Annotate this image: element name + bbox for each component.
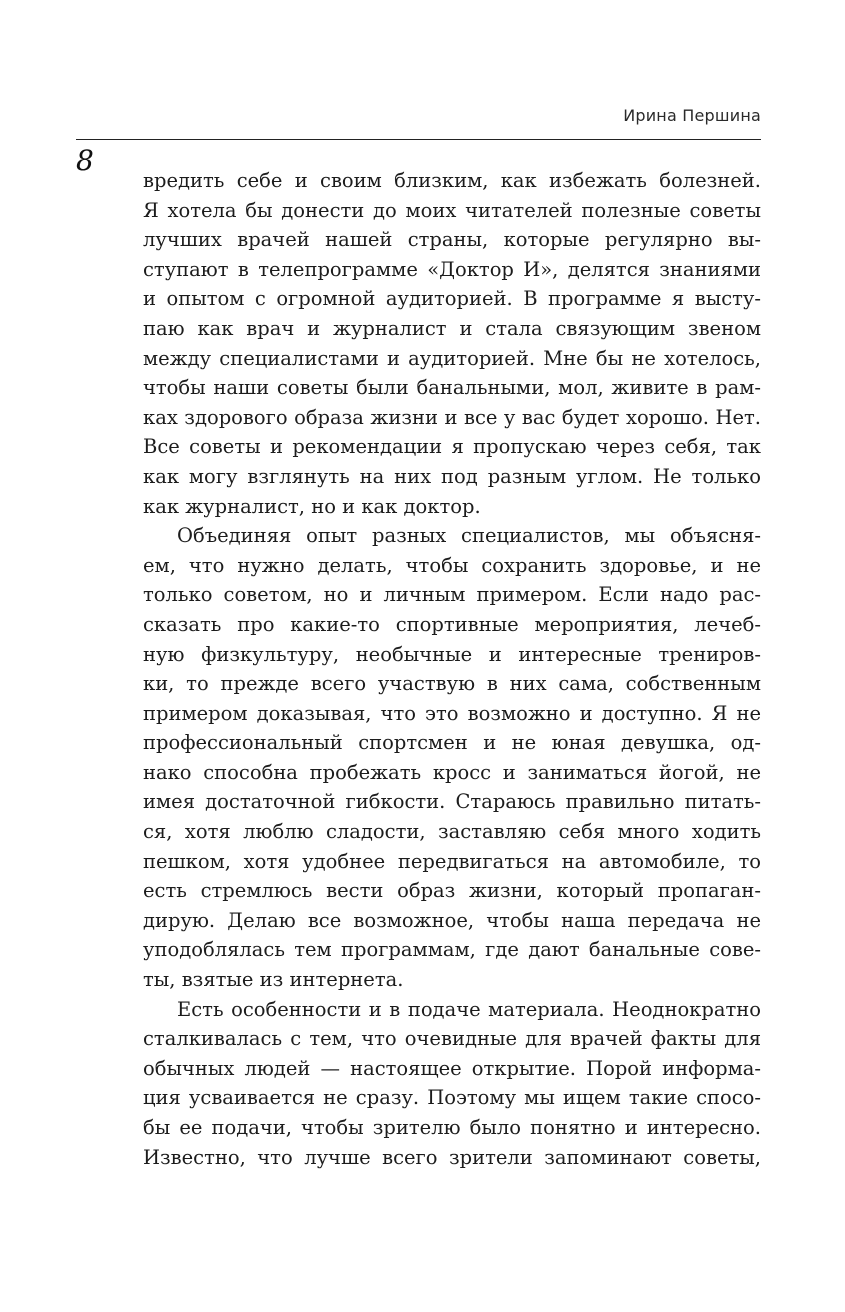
text-line: нако способна пробежать кросс и заниматься йогой, не — [143, 760, 761, 784]
text-line: есть стремлюсь вести образ жизни, который пропаган- — [143, 879, 761, 903]
text-line: Есть особенности и в подаче материала. Неоднократно — [177, 997, 761, 1021]
text-line: ках здорового образа жизни и все у вас будет хорошо. Нет. — [143, 405, 761, 429]
text-line: ем, что нужно делать, чтобы сохранить здоровье, и не — [143, 553, 761, 577]
text-line: имея достаточной гибкости. Стараюсь правильно питать- — [143, 790, 761, 814]
body-text — [143, 166, 761, 1172]
text-line: уподоблялась тем программам, где дают банальные сове- — [143, 938, 761, 962]
text-line: вредить себе и своим близким, как избежать болезней. — [143, 169, 761, 192]
text-line: ки, то прежде всего участвую в них сама, собственным — [143, 672, 761, 696]
text-line: профессиональный спортсмен и не юная девушка, од- — [143, 731, 761, 755]
text-line: между специалистами и аудиторией. Мне бы не хотелось, — [143, 346, 761, 370]
text-line: бы ее подачи, чтобы зрителю было понятно и интересно. — [143, 1116, 761, 1139]
text-line: паю как врач и журналист и стала связующим звеном — [143, 316, 761, 340]
text-line: Все советы и рекомендации я пропускаю через себя, так — [143, 435, 761, 459]
text-line: пешком, хотя удобнее передвигаться на автомобиле, то — [143, 849, 761, 873]
text-line: лучших врачей нашей страны, которые регулярно вы- — [143, 228, 761, 252]
text-line: чтобы наши советы были банальными, мол, живите в рам- — [143, 376, 761, 400]
text-line: обычных людей — настоящее открытие. Порой информа- — [143, 1056, 761, 1080]
page-number: 8 — [76, 144, 94, 177]
text-line: Объединяя опыт разных специалистов, мы объясня- — [177, 524, 761, 548]
text-line: ся, хотя люблю сладости, заставляю себя много ходить — [143, 820, 761, 844]
text-line: ную физкультуру, необычные и интересные трениров- — [143, 642, 761, 666]
text-line: ты, взятые из интернета. — [143, 968, 404, 992]
text-line: сталкивалась с тем, что очевидные для врачей факты для — [143, 1027, 761, 1051]
text-line: ступают в телепрограмме «Доктор И», делятся знаниями — [143, 257, 761, 281]
text-line: Известно, что лучше всего зрители запоминают советы, — [143, 1145, 761, 1169]
running-head-author: Ирина Першина — [623, 106, 761, 125]
header-rule — [76, 139, 761, 140]
text-line: дирую. Делаю все возможное, чтобы наша передача не — [143, 908, 761, 932]
text-line: только советом, но и личным примером. Если надо рас- — [143, 583, 761, 607]
text-line: как могу взглянуть на них под разным углом. Не только — [143, 464, 761, 488]
text-line: сказать про какие-то спортивные мероприятия, лечеб- — [143, 612, 761, 636]
text-line: примером доказывая, что это возможно и доступно. Я не — [143, 701, 761, 725]
text-line: Я хотела бы донести до моих читателей полезные советы — [143, 198, 761, 222]
text-line: как журналист, но и как доктор. — [143, 494, 481, 518]
text-line: и опытом с огромной аудиторией. В программе я высту- — [143, 287, 761, 311]
text-line: ция усваивается не сразу. Поэтому мы ищем такие спосо- — [143, 1086, 761, 1110]
